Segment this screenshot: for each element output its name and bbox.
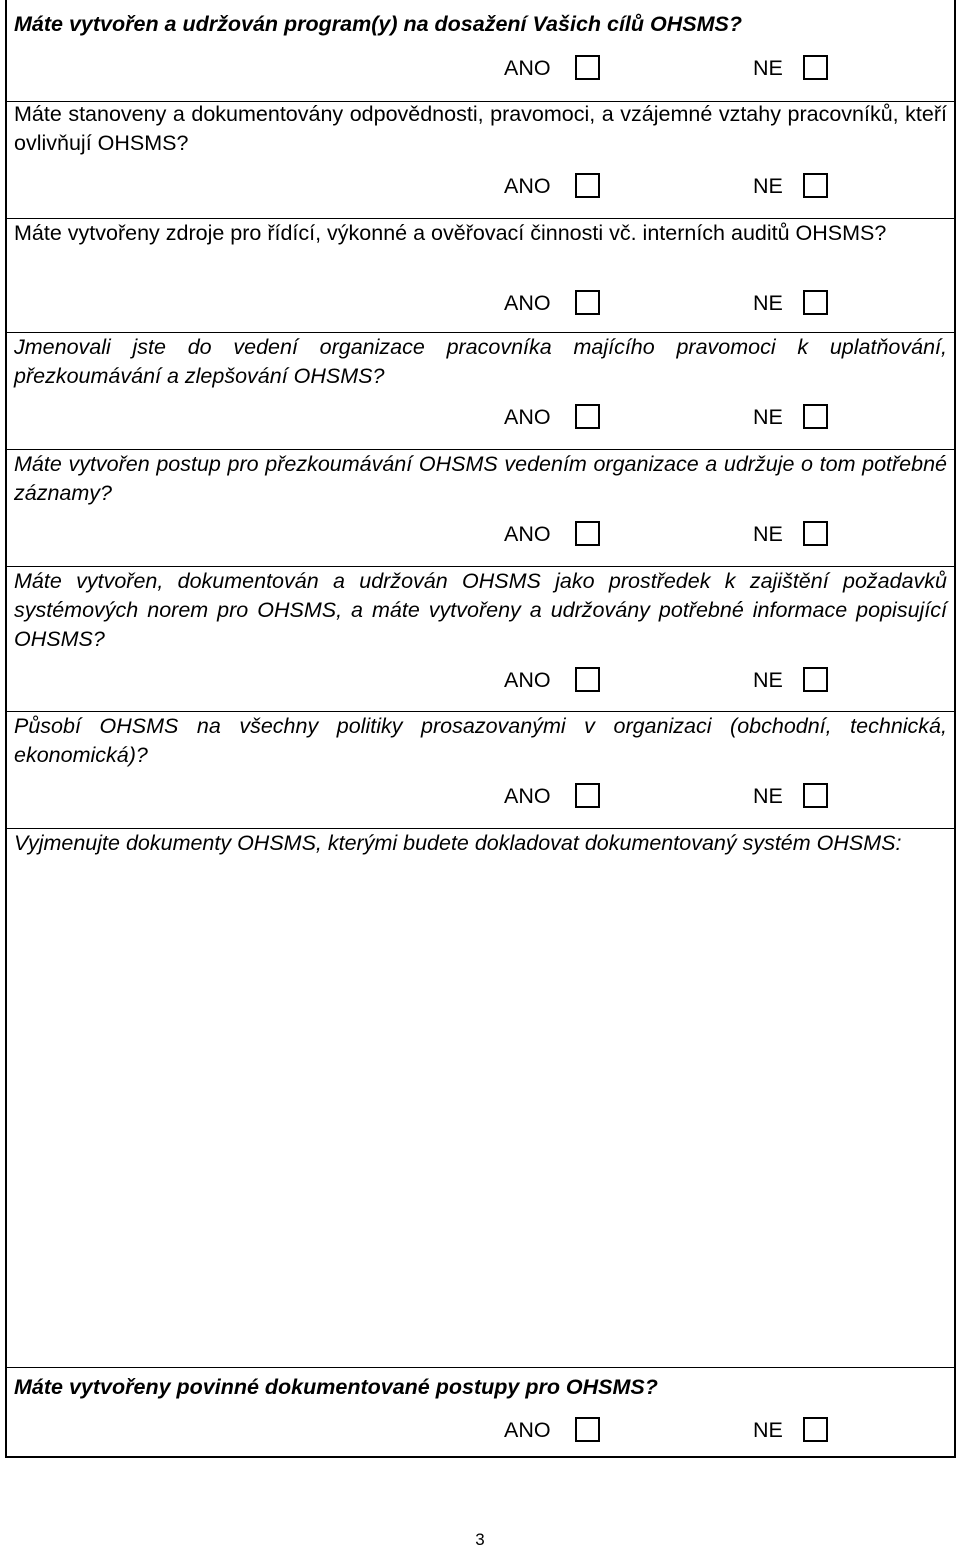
- question-text-4: Jmenovali jste do vedení organizace pracovníka majícího pravomoci k uplatňování, přezkoumávání a zlepšování OHSMS?: [14, 335, 947, 388]
- question-text-7: Působí OHSMS na všechny politiky prosazovanými v organizaci (obchodní, technická, ekonomická)?: [14, 714, 947, 767]
- no-label: NE: [753, 522, 783, 546]
- question-row-6: [7, 566, 954, 711]
- yes-label: ANO: [504, 405, 551, 429]
- yes-label: ANO: [504, 784, 551, 808]
- question-text-3: Máte vytvořeny zdroje pro řídící, výkonné a ověřovací činnosti vč. interních auditů OHSMS?: [14, 221, 887, 245]
- yes-label: ANO: [504, 668, 551, 692]
- yes-checkbox[interactable]: [575, 173, 600, 198]
- yes-checkbox[interactable]: [575, 55, 600, 80]
- answer-options-6: [7, 665, 954, 695]
- question-text-8: Vyjmenujte dokumenty OHSMS, kterými budete dokladovat dokumentovaný systém OHSMS:: [14, 831, 902, 855]
- yes-checkbox[interactable]: [575, 1417, 600, 1442]
- yes-label: ANO: [504, 174, 551, 198]
- answer-text-area[interactable]: [14, 893, 947, 1361]
- question-text-2: Máte stanoveny a dokumentovány odpovědnosti, pravomoci, a vzájemné vztahy pracovníků, kteří ovlivňují OHSMS?: [14, 102, 947, 155]
- question-row-4: [7, 332, 954, 449]
- no-checkbox[interactable]: [803, 783, 828, 808]
- yes-label: ANO: [504, 1418, 551, 1442]
- question-text-1: Máte vytvořen a udržován program(y) na dosažení Vašich cílů OHSMS?: [14, 12, 742, 36]
- yes-checkbox[interactable]: [575, 521, 600, 546]
- no-checkbox[interactable]: [803, 404, 828, 429]
- no-checkbox[interactable]: [803, 290, 828, 315]
- answer-options-1: [7, 53, 954, 83]
- no-label: NE: [753, 784, 783, 808]
- question-text-6: Máte vytvořen, dokumentován a udržován OHSMS jako prostředek k zajištění požadavků systémových norem pro OHSMS, a máte vytvořeny a udržovány potřebné informace popisující OHSMS?: [14, 569, 947, 651]
- answer-options-2: [7, 171, 954, 201]
- no-label: NE: [753, 291, 783, 315]
- answer-options-4: [7, 402, 954, 432]
- question-text-9: Máte vytvořeny povinné dokumentované postupy pro OHSMS?: [14, 1375, 658, 1399]
- no-checkbox[interactable]: [803, 667, 828, 692]
- answer-options-7: [7, 781, 954, 811]
- no-label: NE: [753, 668, 783, 692]
- yes-checkbox[interactable]: [575, 290, 600, 315]
- no-label: NE: [753, 56, 783, 80]
- no-checkbox[interactable]: [803, 521, 828, 546]
- no-label: NE: [753, 1418, 783, 1442]
- no-checkbox[interactable]: [803, 1417, 828, 1442]
- yes-label: ANO: [504, 522, 551, 546]
- question-text-5: Máte vytvořen postup pro přezkoumávání OHSMS vedením organizace a udržuje o tom potřebné záznamy?: [14, 452, 947, 505]
- questionnaire-table: [5, 0, 956, 1458]
- question-row-8: [7, 828, 954, 1367]
- yes-checkbox[interactable]: [575, 667, 600, 692]
- no-label: NE: [753, 174, 783, 198]
- yes-label: ANO: [504, 291, 551, 315]
- question-row-1: [7, 0, 954, 101]
- question-row-7: [7, 711, 954, 828]
- yes-label: ANO: [504, 56, 551, 80]
- yes-checkbox[interactable]: [575, 783, 600, 808]
- no-checkbox[interactable]: [803, 173, 828, 198]
- question-row-3: [7, 218, 954, 332]
- page-number: 3: [475, 1530, 485, 1549]
- question-row-9: [7, 1367, 954, 1456]
- yes-checkbox[interactable]: [575, 404, 600, 429]
- no-label: NE: [753, 405, 783, 429]
- answer-options-5: [7, 519, 954, 549]
- question-row-2: [7, 101, 954, 218]
- no-checkbox[interactable]: [803, 55, 828, 80]
- answer-options-9: [7, 1415, 954, 1445]
- question-row-5: [7, 449, 954, 566]
- answer-options-3: [7, 288, 954, 318]
